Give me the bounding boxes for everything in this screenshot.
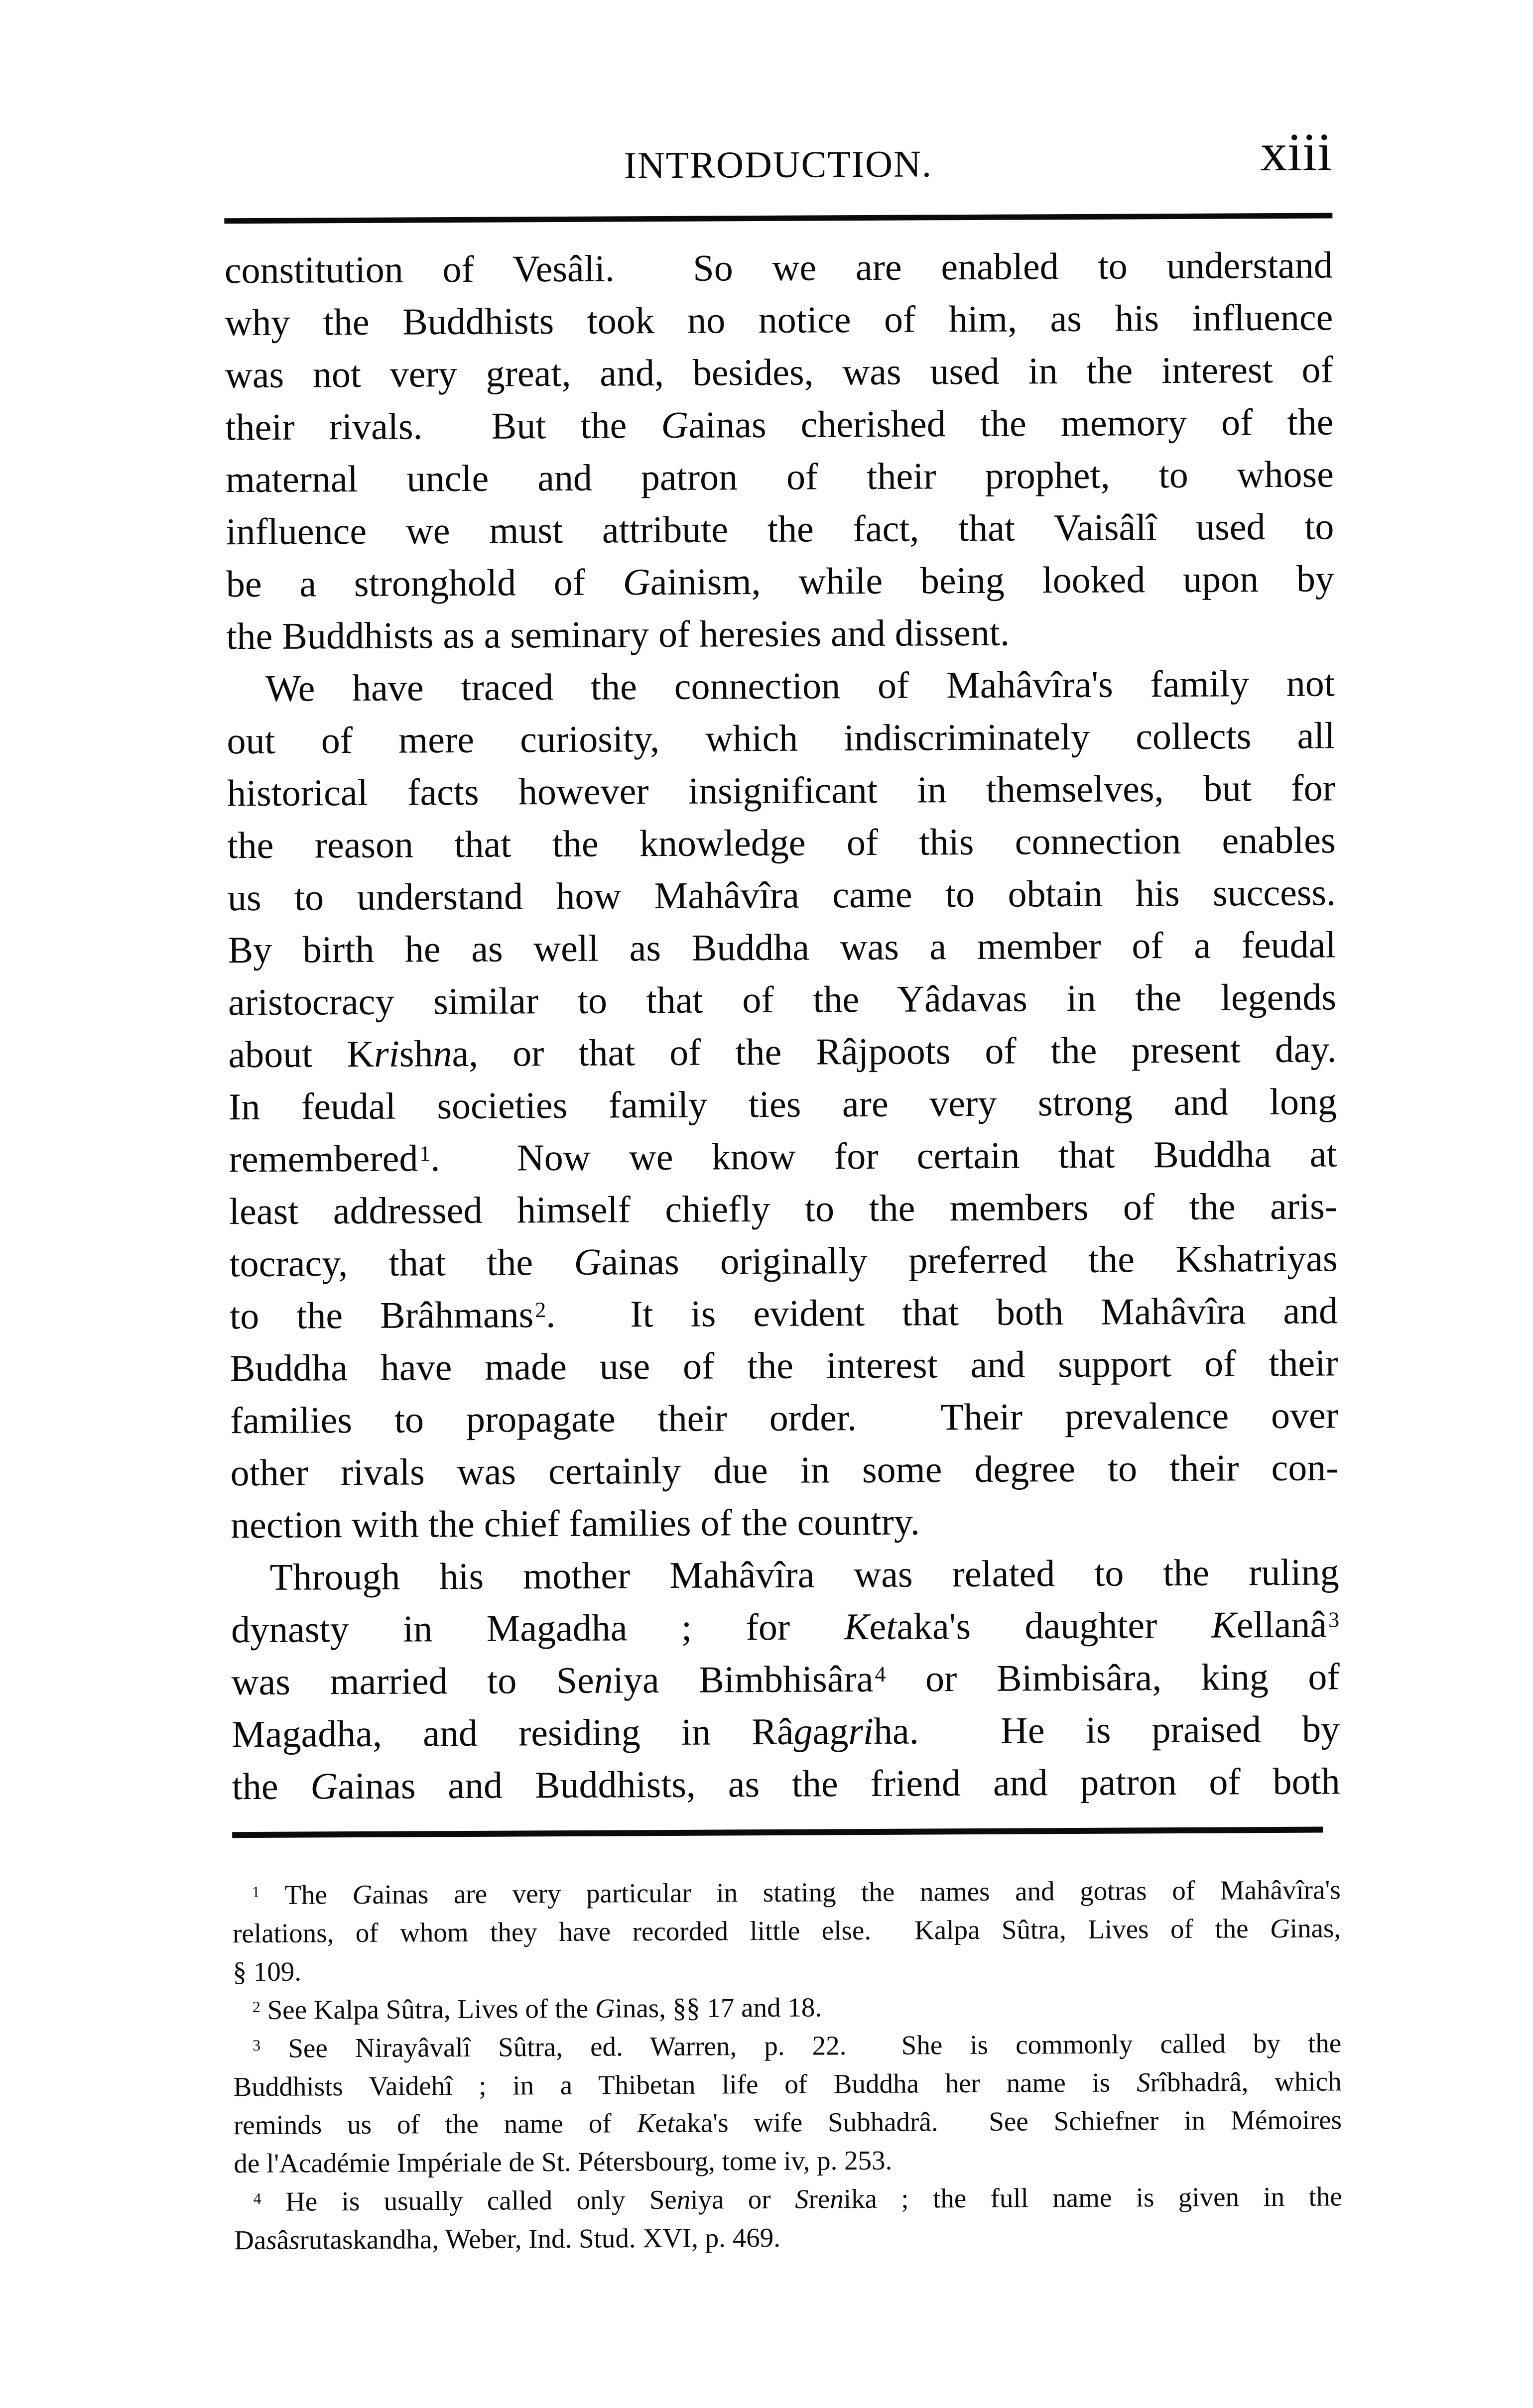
- text-run: ainas and Buddhists, as the friend and patron of both: [338, 1760, 1340, 1807]
- body-line: [226, 500, 1334, 558]
- text-run: out of mere curiosity, which indiscriminately collects all: [227, 715, 1335, 762]
- text-run: was married to Se: [231, 1659, 594, 1703]
- text-run: de l'Académie Impériale de St. Pétersbourg, tome iv, p. 253.: [234, 2145, 893, 2179]
- body-line: [230, 1389, 1338, 1447]
- footnote-line: [234, 2139, 1342, 2182]
- body-text: [225, 239, 1340, 1813]
- text-run: tocracy, that the: [229, 1241, 574, 1285]
- footnote-reference: 2: [252, 1998, 260, 2016]
- body-line: [230, 1442, 1338, 1499]
- italic-transliteration: n: [433, 1033, 452, 1075]
- text-run: dynasty in Magadha ; for: [231, 1606, 844, 1651]
- italic-transliteration: S: [1136, 2067, 1150, 2098]
- text-run: was not very great, and, besides, was used in the interest of: [225, 349, 1334, 396]
- text-run: rutaskandha, Weber, Ind. Stud. XVI, p. 469.: [299, 2222, 781, 2255]
- italic-transliteration: s: [266, 2224, 277, 2255]
- italic-transliteration: ri: [374, 1033, 400, 1075]
- text-run: ainas originally preferred the Kshatriyas: [601, 1237, 1338, 1283]
- italic-transliteration: s: [288, 2224, 300, 2255]
- text-run: the: [232, 1765, 311, 1808]
- text-run: least addressed himself chiefly to the members of the aris-: [229, 1185, 1338, 1233]
- body-line: [225, 396, 1333, 454]
- text-run: Buddha have made use of the interest and support of their: [230, 1342, 1338, 1390]
- body-line: [231, 1598, 1339, 1656]
- italic-transliteration: t: [886, 1605, 897, 1648]
- text-run: He is usually called only Se: [261, 2184, 677, 2217]
- italic-transliteration: G: [352, 1879, 373, 1910]
- footnote-reference: 4: [253, 2189, 261, 2207]
- text-run: inas,: [1289, 1913, 1341, 1943]
- italic-transliteration: ri: [848, 1710, 874, 1753]
- text-run: In feudal societies family ties are very strong and long: [228, 1081, 1337, 1128]
- footnote-reference: 2: [535, 1298, 546, 1323]
- body-line: [225, 291, 1333, 349]
- text-run: e: [655, 2107, 667, 2139]
- footnote-line: [233, 1870, 1341, 1914]
- body-line: [230, 1285, 1338, 1342]
- text-run: about K: [228, 1033, 375, 1076]
- text-run: maternal uncle and patron of their prophet, to whose: [225, 453, 1334, 501]
- text-run: historical facts however insignificant in themselves, but for: [227, 767, 1336, 815]
- text-run: ika ; the full name is given in the: [843, 2181, 1342, 2214]
- body-line: [227, 657, 1335, 715]
- text-run: See Kalpa Sûtra, Lives of the: [260, 1993, 596, 2025]
- italic-transliteration: n: [676, 2184, 691, 2215]
- text-run: ag: [812, 1710, 849, 1753]
- footnotes: [233, 1870, 1343, 2259]
- text-run: the reason that the knowledge of this connection enables: [227, 819, 1336, 867]
- text-run: their rivals. But the: [225, 404, 661, 449]
- text-run: remembered: [229, 1137, 418, 1181]
- body-line: [226, 448, 1334, 506]
- page-number: xiii: [1260, 122, 1332, 183]
- italic-transliteration: G: [595, 1993, 615, 2024]
- text-run: Through his mother Mahâvîra was related to the ruling: [269, 1551, 1339, 1598]
- body-line: [225, 239, 1333, 297]
- italic-transliteration: G: [1270, 1913, 1290, 1944]
- body-line: [227, 710, 1335, 767]
- text-run: ha. He is praised by: [873, 1708, 1340, 1752]
- text-run: influence we must attribute the fact, that Vaisâlî used to: [226, 505, 1334, 553]
- text-run: or Bimbisâra, king of: [886, 1656, 1340, 1700]
- text-run: constitution of Vesâli. So we are enabled to understand: [224, 244, 1333, 292]
- text-run: sh: [399, 1033, 433, 1075]
- text-run: aka's daughter: [896, 1604, 1212, 1648]
- body-line: [228, 919, 1336, 976]
- italic-transliteration: K: [637, 2108, 655, 2139]
- body-line: [226, 553, 1334, 610]
- text-run: See Nirayâvalî Sûtra, ed. Warren, p. 22. She is commonly called by the: [260, 2028, 1342, 2063]
- text-run: re: [808, 2183, 830, 2214]
- italic-transliteration: K: [844, 1606, 870, 1648]
- text-run: We have traced the connection of Mahâvîra's family not: [265, 662, 1335, 710]
- footnote-line: [233, 2062, 1341, 2106]
- body-line: [228, 1023, 1336, 1081]
- text-run: aka's wife Subhadrâ. See Schiefner in Mémoires: [674, 2104, 1342, 2138]
- page-title: INTRODUCTION.: [624, 143, 933, 187]
- body-line: [232, 1703, 1340, 1761]
- footnote-reference: 1: [252, 1883, 260, 1901]
- text-run: The: [259, 1879, 353, 1910]
- body-line: [227, 762, 1335, 820]
- text-run: why the Buddhists took no notice of him, as his influence: [225, 296, 1333, 344]
- text-run: e: [869, 1605, 887, 1648]
- footnote-line: [234, 2177, 1342, 2221]
- italic-transliteration: G: [661, 404, 689, 447]
- italic-transliteration: S: [794, 2183, 809, 2214]
- body-line: [228, 866, 1336, 924]
- italic-transliteration: G: [574, 1241, 602, 1283]
- body-line: [226, 605, 1334, 663]
- footnote-line: [233, 1985, 1341, 2029]
- italic-transliteration: g: [793, 1710, 813, 1753]
- body-line: [225, 344, 1333, 401]
- text-run: the Buddhists as a seminary of heresies and dissent.: [226, 611, 1010, 658]
- text-run: ainas cherished the memory of the: [688, 401, 1334, 446]
- footnote-line: [234, 2215, 1342, 2259]
- text-run: a, or that of the Râjpoots of the present day.: [452, 1028, 1337, 1075]
- body-line: [229, 1076, 1337, 1133]
- text-run: aristocracy similar to that of the Yâdavas in the legends: [228, 976, 1337, 1024]
- body-line: [229, 1180, 1337, 1238]
- text-run: § 109.: [233, 1956, 302, 1987]
- text-run: Magadha, and residing in Râ: [231, 1710, 794, 1756]
- footnote-line: [233, 2024, 1341, 2067]
- italic-transliteration: G: [310, 1765, 338, 1807]
- body-line: [231, 1546, 1339, 1604]
- text-run: nection with the chief families of the country.: [230, 1501, 920, 1547]
- header-rule: [224, 213, 1332, 224]
- text-run: inas, §§ 17 and 18.: [615, 1992, 822, 2024]
- text-run: relations, of whom they have recorded little else. Kalpa Sûtra, Lives of the: [232, 1913, 1271, 1949]
- text-run: other rivals was certainly due in some degree to their con-: [230, 1446, 1339, 1494]
- italic-transliteration: K: [1211, 1604, 1237, 1646]
- footnote-separator: [232, 1827, 1323, 1838]
- footnote-line: [233, 1909, 1341, 1952]
- body-line: [231, 1651, 1339, 1708]
- body-line: [231, 1494, 1339, 1552]
- footnote-line: [234, 2100, 1342, 2144]
- text-run: â: [276, 2224, 289, 2255]
- text-run: us to understand how Mahâvîra came to obtain his success.: [227, 871, 1336, 919]
- text-run: ellanâ: [1236, 1603, 1327, 1646]
- text-run: iya or: [690, 2183, 795, 2215]
- footnote-reference: 1: [419, 1141, 431, 1166]
- footnote-line: [233, 1947, 1341, 1991]
- text-run: . It is evident that both Mahâvîra and: [546, 1290, 1338, 1336]
- text-run: ainas are very particular in stating the names and gotras of Mahâvîra's: [372, 1874, 1341, 1910]
- body-line: [230, 1337, 1338, 1395]
- footnote-reference: 4: [875, 1662, 886, 1687]
- italic-transliteration: n: [830, 2183, 844, 2214]
- text-run: rîbhadrâ, which: [1150, 2066, 1342, 2098]
- italic-transliteration: n: [594, 1659, 613, 1701]
- italic-transliteration: G: [623, 561, 651, 603]
- body-line: [227, 814, 1335, 872]
- text-run: Da: [234, 2224, 266, 2256]
- italic-transliteration: t: [667, 2107, 675, 2138]
- text-run: . Now we know for certain that Buddha at: [430, 1133, 1337, 1180]
- text-run: ainism, while being looked upon by: [650, 558, 1335, 603]
- footnote-reference: 3: [1328, 1607, 1340, 1632]
- text-run: Buddhists Vaidehî ; in a Thibetan life of Buddha her name is: [233, 2067, 1137, 2102]
- body-line: [229, 1232, 1337, 1290]
- text-run: families to propagate their order. Their prevalence over: [230, 1394, 1339, 1442]
- text-run: to the Brâhmans: [229, 1294, 534, 1337]
- text-run: iya Bimbhisâra: [613, 1658, 874, 1701]
- text-run: be a stronghold of: [226, 561, 624, 605]
- body-line: [229, 1128, 1337, 1186]
- body-line: [228, 971, 1336, 1029]
- footnote-reference: 3: [253, 2036, 261, 2054]
- text-run: reminds us of the name of: [233, 2108, 637, 2141]
- text-run: By birth he as well as Buddha was a member of a feudal: [228, 924, 1336, 971]
- body-line: [232, 1755, 1340, 1813]
